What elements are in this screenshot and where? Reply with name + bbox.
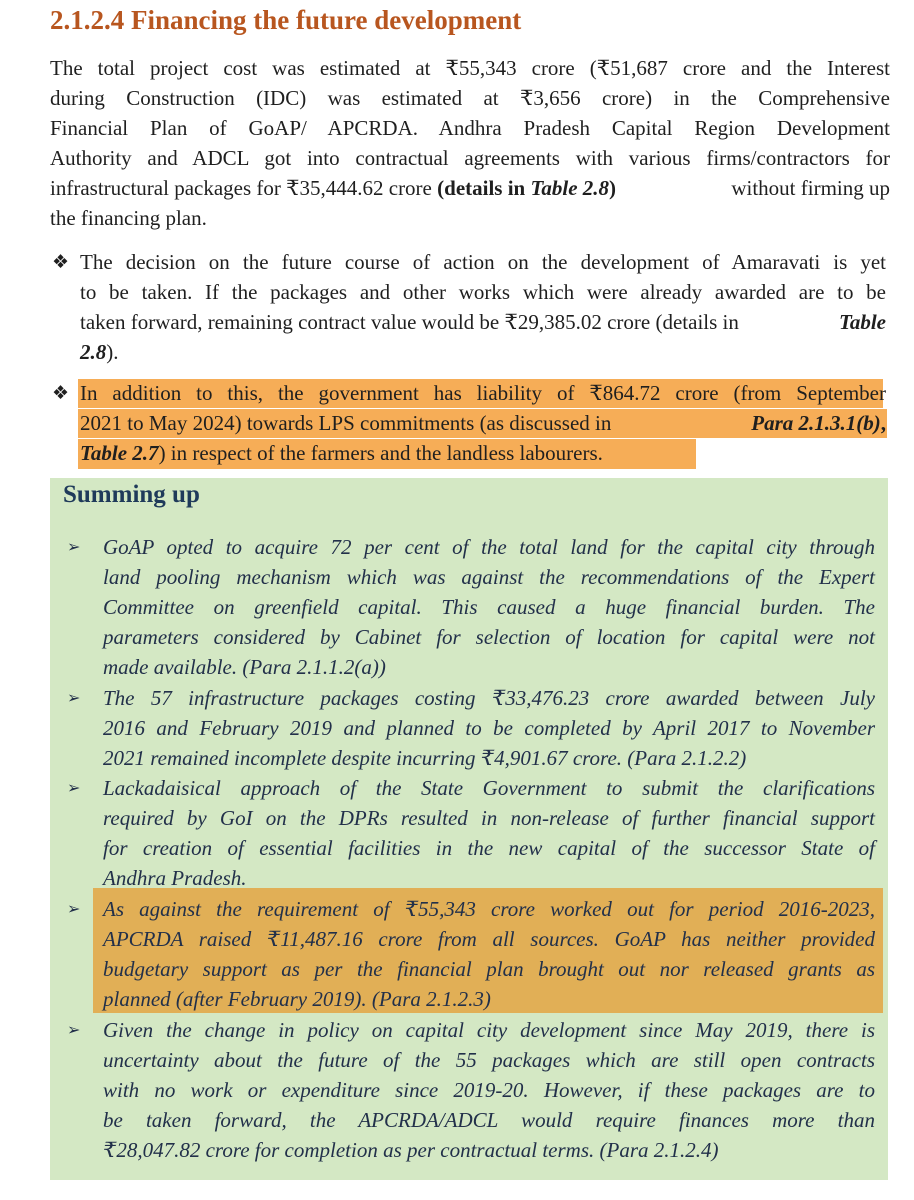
arrow-bullet-icon: ➢ (67, 778, 81, 797)
summary-line: uncertainty about the future of the 55 packages which are still open contracts (103, 1048, 875, 1072)
intro-line: the financing plan. (50, 206, 207, 230)
bullet-line: Table 2.7) in respect of the farmers and the landless labourers. (80, 441, 603, 465)
bullet-line: The decision on the future course of action on the development of Amaravati is yet (80, 250, 886, 274)
arrow-bullet-icon: ➢ (67, 899, 81, 918)
summary-line: with no work or expenditure since 2019-20. However, if these packages are to (103, 1078, 875, 1102)
summary-title: Summing up (63, 481, 200, 508)
arrow-bullet-icon: ➢ (67, 688, 81, 707)
summary-line: Given the change in policy on capital city development since May 2019, there is (103, 1018, 875, 1042)
summary-line: 2016 and February 2019 and planned to be completed by April 2017 to November (103, 716, 875, 740)
diamond-bullet-icon: ❖ (52, 251, 70, 273)
summary-line: parameters considered by Cabinet for selection of location for capital were not (103, 625, 875, 649)
intro-line: during Construction (IDC) was estimated at ₹3,656 crore) in the Comprehensive (50, 86, 890, 110)
bullet-line: 2021 to May 2024) towards LPS commitments (as discussed in Para 2.1.3.1(b), (80, 408, 886, 438)
summary-line: planned (after February 2019). (Para 2.1.2.3) (103, 987, 491, 1011)
summary-item (103, 894, 875, 1014)
summary-line: Committee on greenfield capital. This caused a huge financial burden. The (103, 595, 875, 619)
summary-line: ₹28,047.82 crore for completion as per contractual terms. (Para 2.1.2.4) (103, 1138, 719, 1162)
summary-line: As against the requirement of ₹55,343 crore worked out for period 2016-2023, (103, 897, 875, 921)
arrow-bullet-icon: ➢ (67, 537, 81, 556)
summary-line: budgetary support as per the financial plan brought out nor released grants as (103, 957, 875, 981)
intro-paragraph (50, 53, 890, 233)
summary-line: APCRDA raised ₹11,487.16 crore from all sources. GoAP has neither provided (103, 927, 875, 951)
para-reference: Para 2.1.3.1(b) (751, 411, 881, 435)
summary-line: for creation of essential facilities in the new capital of the successor State of (103, 836, 875, 860)
table-reference: 2.8 (80, 340, 107, 364)
intro-text: without firming up (731, 176, 890, 200)
summary-item (103, 773, 875, 893)
bullet-line: 2.8). (80, 340, 119, 364)
summary-line: 2021 remained incomplete despite incurring ₹4,901.67 crore. (Para 2.1.2.2) (103, 746, 747, 770)
bullet-text: 2021 to May 2024) towards LPS commitments (as discussed in (80, 411, 612, 435)
table-reference: Table 2.7 (80, 441, 159, 465)
summary-item (103, 683, 875, 773)
intro-line: Financial Plan of GoAP/ APCRDA. Andhra Pradesh Capital Region Development (50, 116, 890, 140)
summary-item (103, 1015, 875, 1165)
summary-line: GoAP opted to acquire 72 per cent of the total land for the capital city through (103, 535, 875, 559)
summary-line: land pooling mechanism which was against the recommendations of the Expert (103, 565, 875, 589)
summary-line: be taken forward, the APCRDA/ADCL would require finances more than (103, 1108, 875, 1132)
bullet-line (80, 307, 886, 337)
intro-line: Authority and ADCL got into contractual agreements with various firms/contractors for (50, 146, 890, 170)
summary-line: Andhra Pradesh. (103, 866, 247, 890)
intro-text: infrastructural packages for ₹35,444.62 crore (details in Table 2.8) (50, 176, 617, 200)
intro-line: The total project cost was estimated at ₹55,343 crore (₹51,687 crore and the Interest (50, 56, 890, 80)
section-title: 2.1.2.4 Financing the future development (50, 5, 522, 35)
table-reference: Table 2.8 (530, 176, 610, 200)
bullet-text: taken forward, remaining contract value would be ₹29,385.02 crore (details in (80, 310, 739, 334)
summary-line: The 57 infrastructure packages costing ₹33,476.23 crore awarded between July (103, 686, 875, 710)
bullet-paragraph (80, 378, 886, 468)
summary-line: Lackadaisical approach of the State Government to submit the clarifications (103, 776, 875, 800)
bullet-line: to be taken. If the packages and other works which were already awarded are to be (80, 280, 886, 304)
intro-line (50, 173, 890, 203)
summary-line: required by GoI on the DPRs resulted in non-release of further financial support (103, 806, 875, 830)
bullet-paragraph (80, 247, 886, 367)
summary-line: made available. (Para 2.1.1.2(a)) (103, 655, 386, 679)
table-reference: Table (838, 310, 886, 334)
arrow-bullet-icon: ➢ (67, 1020, 81, 1039)
diamond-bullet-icon: ❖ (52, 382, 70, 404)
summary-item (103, 532, 875, 682)
bullet-line: In addition to this, the government has liability of ₹864.72 crore (from September (80, 381, 886, 405)
